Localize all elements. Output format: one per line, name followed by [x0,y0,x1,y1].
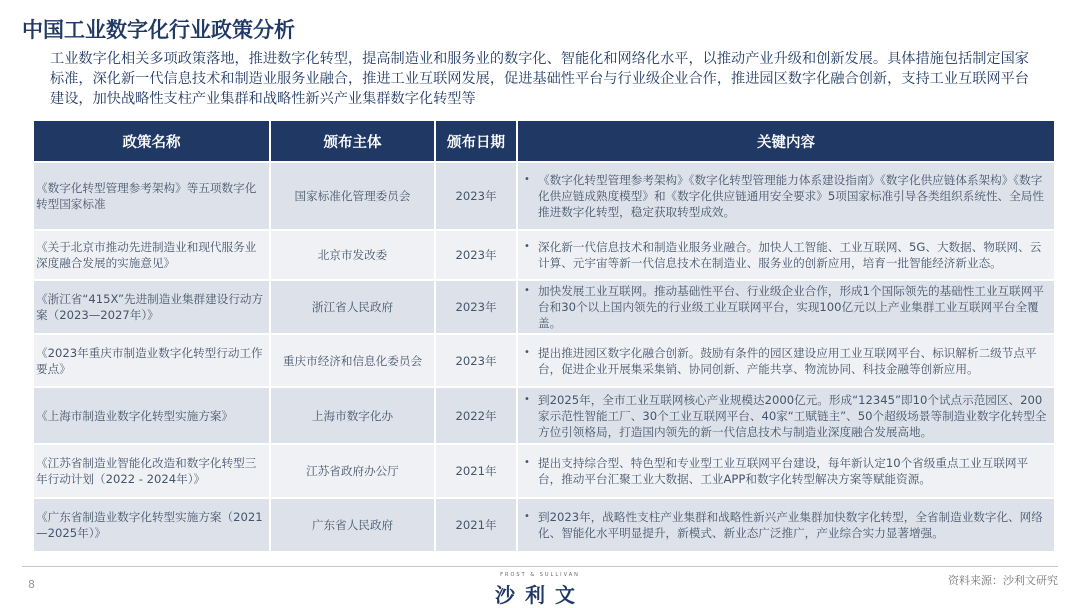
table-row [34,387,1054,444]
footer-divider [22,566,1058,567]
key-content: 加快发展工业互联网。推动基础性平台、行业级企业合作，形成1个国际领先的基础性工业互联网平台和30个以上国内领先的行业级工业互联网平台，实现100亿元以上产业集群工业互联网平台全覆盖。 [538,284,1044,330]
bullet-icon: • [524,285,530,296]
policy-name: 《广东省制造业数字化转型实施方案（2021—2025年）》 [34,498,270,551]
policy-name: 《2023年重庆市制造业数字化转型行动工作要点》 [34,334,270,387]
key-content: 到2023年，战略性支柱产业集群和战略性新兴产业集群加快数字化转型，全省制造业数字化、网络化、智能化水平明显提升，新模式、新业态广泛推广，产业综合实力显著增强。 [538,510,1043,540]
policy-name: 《数字化转型管理参考架构》等五项数字化转型国家标准 [34,162,270,230]
key-content: 提出推进园区数字化融合创新。鼓励有条件的园区建设应用工业互联网平台、标识解析二级节点平台，促进企业开展集采集销、协同创新、产能共享、物流协同、科技金融等创新应用。 [538,345,1037,376]
page-title: 中国工业数字化行业政策分析 [22,18,295,42]
key-content: 深化新一代信息技术和制造业服务业融合。加快人工智能、工业互联网、5G、大数据、物联网、云计算、元宇宙等新一代信息技术在制造业、服务业的创新应用，培育一批智能经济新业态。 [538,240,1042,270]
issuer: 国家标准化管理委员会 [270,162,435,230]
issue-date: 2023年 [435,162,517,230]
logo-english: FROST & SULLIVAN [500,572,580,578]
table-row [34,162,1054,230]
table-row [34,498,1054,551]
issuer: 广东省人民政府 [270,498,435,551]
bullet-icon: • [524,457,530,468]
issue-date: 2023年 [435,334,517,387]
table-row [34,444,1054,498]
issuer: 上海市数字化办 [270,387,435,444]
table-row [34,280,1054,334]
header-issuer: 颁布主体 [270,121,435,162]
key-content: 提出支持综合型、特色型和专业型工业互联网平台建设，每年新认定10个省级重点工业互联网平台，推动平台汇聚工业大数据、工业APP和数字化转型解决方案等赋能资源。 [538,456,1029,486]
policy-name: 《关于北京市推动先进制造业和现代服务业深度融合发展的实施意见》 [34,230,270,280]
logo [480,572,600,608]
page-number: 8 [28,578,35,591]
bullet-icon: • [524,241,530,252]
header-policy-name: 政策名称 [34,121,270,162]
issue-date: 2023年 [435,230,517,280]
issuer: 重庆市经济和信息化委员会 [270,334,435,387]
issue-date: 2023年 [435,280,517,334]
table-row [34,230,1054,280]
intro-text: 工业数字化相关多项政策落地，推进数字化转型，提高制造业和服务业的数字化、智能化和网络化水平，以推动产业升级和创新发展。具体措施包括制定国家标准，深化新一代信息技术和制造业服务业融合，推进工业互联网发展，促进基础性平台与行业级企业合作，推进园区数字化融合创新，支持工业互联网平台建设，加快战略性支柱产业集群和战略性新兴产业集群数字化转型等 [50,51,1029,107]
bullet-icon: • [524,174,530,185]
key-content: 到2025年，全市工业互联网核心产业规模达2000亿元。形成“12345”即10个试点示范园区、200家示范性智能工厂、30个工业互联网平台、40家“工赋链主”、50个超级场景等制造业数字化转型全方位引领格局，打造国内领先的新一代信息技术与制造业深度融合发展高地。 [538,392,1047,439]
bullet-icon: • [524,393,530,405]
policy-name: 《上海市制造业数字化转型实施方案》 [34,387,270,444]
issue-date: 2021年 [435,498,517,551]
logo-chinese: 沙利文 [495,583,585,607]
header-content: 关键内容 [517,121,1054,162]
bullet-icon: • [524,511,530,522]
bullet-icon: • [524,346,530,358]
issuer: 江苏省政府办公厅 [270,444,435,498]
policy-table [34,121,1054,551]
table-row [34,334,1054,387]
policy-name: 《浙江省“415X”先进制造业集群建设行动方案（2023—2027年）》 [34,280,270,334]
issue-date: 2021年 [435,444,517,498]
source-note: 资料来源：沙利文研究 [948,574,1058,587]
issue-date: 2022年 [435,387,517,444]
issuer: 北京市发改委 [270,230,435,280]
key-content: 《数字化转型管理参考架构》《数字化转型管理能力体系建设指南》《数字化供应链体系架构》《数字化供应链成熟度模型》和《数字化供应链通用安全要求》5项国家标准引导各类组织系统性、全局性推进数字化转型，稳定获取转型成效。 [538,173,1044,219]
issuer: 浙江省人民政府 [270,280,435,334]
header-date: 颁布日期 [435,121,517,162]
policy-name: 《江苏省制造业智能化改造和数字化转型三年行动计划（2022 - 2024年）》 [34,444,270,498]
